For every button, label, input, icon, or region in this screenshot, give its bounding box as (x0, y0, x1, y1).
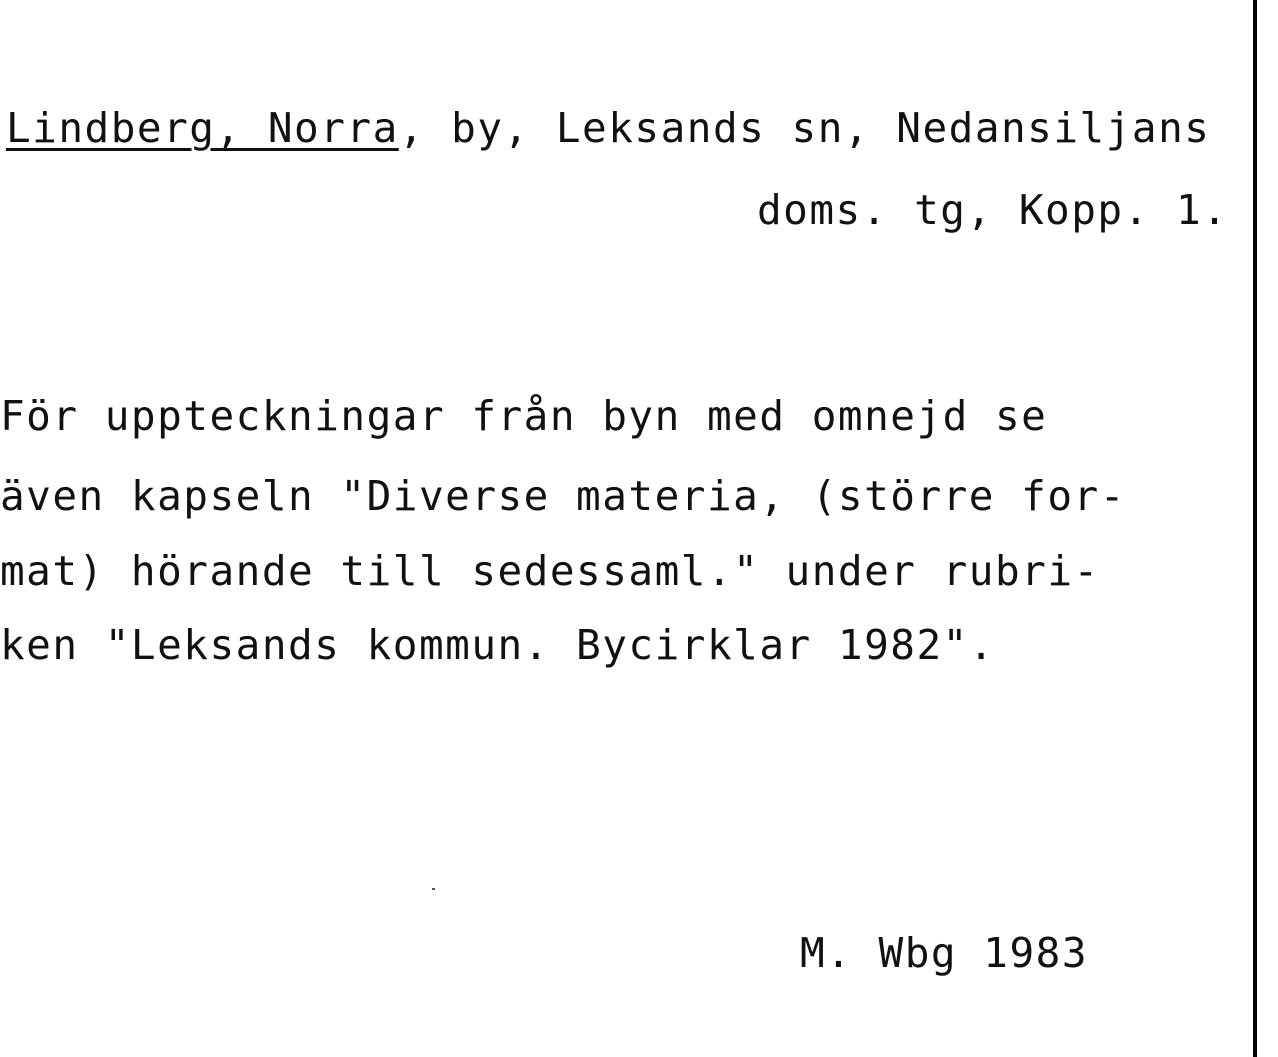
body-line: även kapseln "Diverse materia, (större for- (0, 472, 1126, 520)
body-line: ken "Leksands kommun. Bycirklar 1982". (0, 621, 995, 669)
card-heading-continuation: doms. tg, Kopp. 1. (757, 186, 1229, 234)
place-description: , by, Leksands sn, Nedansiljans (398, 104, 1211, 152)
card-edge-line (1253, 0, 1257, 1057)
signature: M. Wbg 1983 (800, 929, 1089, 977)
body-line: mat) hörande till sedessaml." under rubri- (0, 547, 1100, 595)
ink-speck (432, 888, 435, 890)
body-line: För uppteckningar från byn med omnejd se (0, 392, 1048, 440)
card-heading (6, 104, 1211, 152)
place-name: Lindberg, Norra (6, 104, 399, 152)
